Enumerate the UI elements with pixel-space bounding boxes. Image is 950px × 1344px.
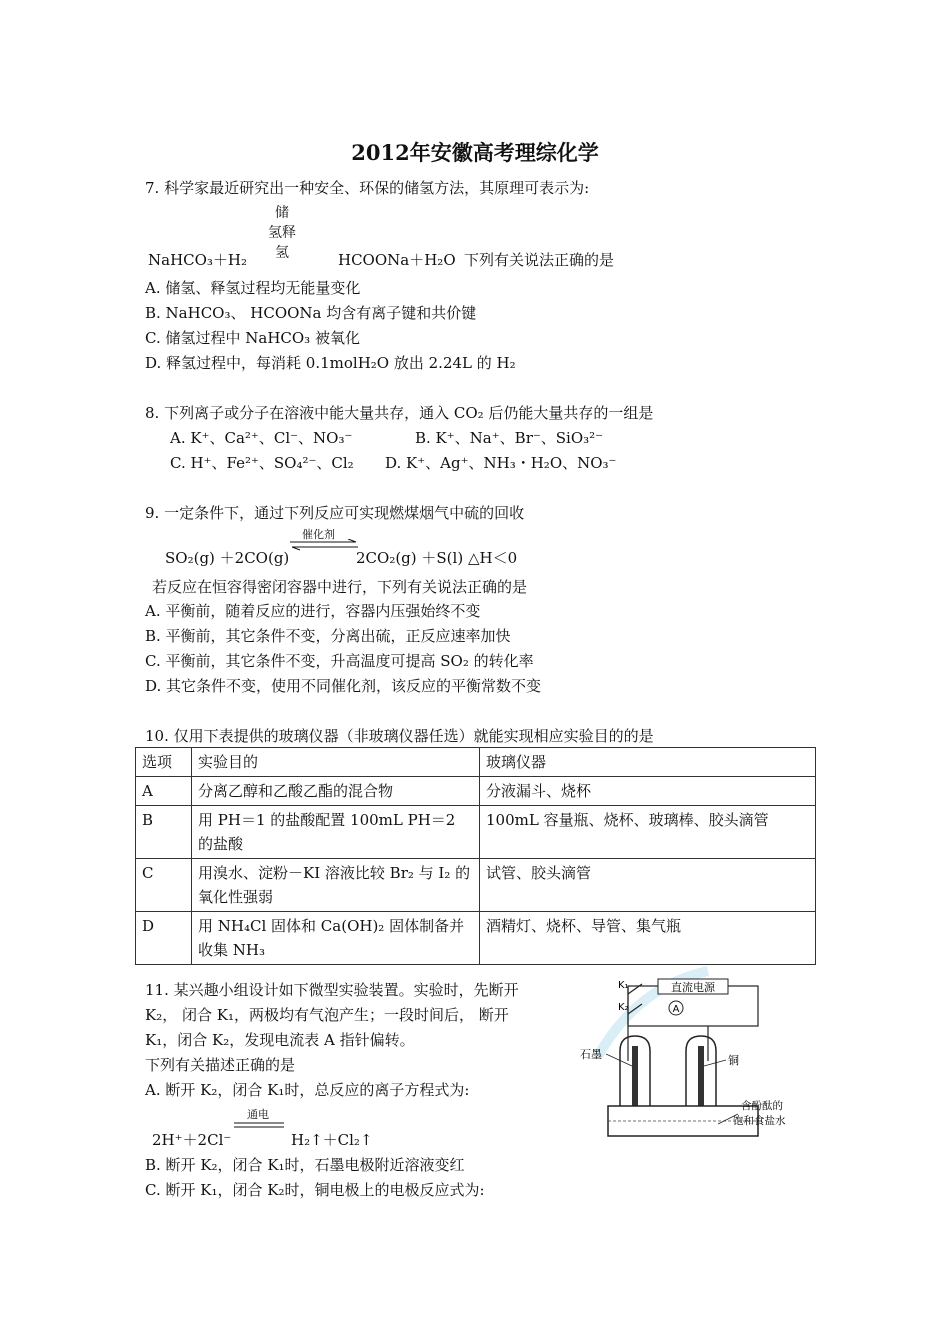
equals-arrow-icon bbox=[234, 1121, 284, 1129]
q9-option-c: C. 平衡前，其它条件不变，升高温度可提高 SO₂ 的转化率 bbox=[145, 652, 534, 670]
q7-left: NaHCO₃＋H₂ bbox=[148, 251, 248, 269]
table-cell: 用 NH₄Cl 固体和 Ca(OH)₂ 固体制备并收集 NH₃ bbox=[192, 912, 480, 965]
q7-option-a: A. 储氢、释氢过程均无能量变化 bbox=[145, 279, 361, 297]
table-header-row bbox=[136, 748, 816, 777]
q7-right: HCOONa＋H₂O bbox=[338, 251, 456, 269]
q9-catalyst: 催化剂 bbox=[302, 528, 335, 541]
electrolysis-apparatus-figure bbox=[578, 966, 818, 1141]
q8-option-a: A. K⁺、Ca²⁺、Cl⁻、NO₃⁻ bbox=[170, 429, 353, 447]
table-cell: A bbox=[136, 777, 192, 806]
q10-stem: 10. 仅用下表提供的玻璃仪器（非玻璃仪器任选）就能实现相应实验目的的是 bbox=[145, 727, 654, 745]
table-row bbox=[136, 777, 816, 806]
q11-option-a: A. 断开 K₂，闭合 K₁时，总反应的离子方程式为: bbox=[145, 1081, 470, 1099]
table-cell: 酒精灯、烧杯、导管、集气瓶 bbox=[480, 912, 816, 965]
graphite-label: 石墨 bbox=[580, 1048, 602, 1061]
q11-option-c: C. 断开 K₁，闭合 K₂时，铜电极上的电极反应式为: bbox=[145, 1181, 485, 1199]
q9-stem: 9. 一定条件下，通过下列反应可实现燃煤烟气中硫的回收 bbox=[145, 504, 525, 522]
solution-label-line2: 饱和食盐水 bbox=[733, 1115, 786, 1127]
q7-stem: 7. 科学家最近研究出一种安全、环保的储氢方法，其原理可表示为: bbox=[145, 179, 590, 197]
copper-label: 铜 bbox=[728, 1054, 739, 1067]
table-cell: 用溴水、淀粉－KI 溶液比较 Br₂ 与 I₂ 的氧化性强弱 bbox=[192, 859, 480, 912]
q11-stem-line1: 11. 某兴趣小组设计如下微型实验装置。实验时，先断开 bbox=[145, 981, 519, 999]
q11-condition: 通电 bbox=[247, 1108, 269, 1121]
q11-stem-line3: K₁，闭合 K₂，发现电流表 A 指针偏转。 bbox=[145, 1031, 415, 1049]
q11-eq-right: H₂↑＋Cl₂↑ bbox=[291, 1131, 373, 1149]
table-row bbox=[136, 806, 816, 859]
table-cell: 分离乙醇和乙酸乙酯的混合物 bbox=[192, 777, 480, 806]
table-cell: 用 PH＝1 的盐酸配置 100mL PH＝2 的盐酸 bbox=[192, 806, 480, 859]
equilibrium-arrow-icon bbox=[290, 539, 358, 553]
q7-arrow-mid: 氢释 bbox=[268, 225, 296, 241]
q7-arrow-label bbox=[268, 203, 296, 263]
q8-option-d: D. K⁺、Ag⁺、NH₃・H₂O、NO₃⁻ bbox=[385, 454, 617, 472]
table-cell: 100mL 容量瓶、烧杯、玻璃棒、胶头滴管 bbox=[480, 806, 816, 859]
q7-option-c: C. 储氢过程中 NaHCO₃ 被氧化 bbox=[145, 329, 360, 347]
table-cell: 分液漏斗、烧杯 bbox=[480, 777, 816, 806]
solution-label-line1: 含酚酞的 bbox=[741, 1100, 783, 1112]
q11-ask: 下列有关描述正确的是 bbox=[145, 1056, 296, 1074]
page-title: 2012年安徽高考理综化学 bbox=[351, 140, 599, 165]
q8-option-c: C. H⁺、Fe²⁺、SO₄²⁻、Cl₂ bbox=[170, 454, 354, 472]
q8-option-b: B. K⁺、Na⁺、Br⁻、SiO₃²⁻ bbox=[415, 429, 604, 447]
q11-option-b: B. 断开 K₂，闭合 K₁时，石墨电极附近溶液变红 bbox=[145, 1156, 465, 1174]
table-header-cell: 实验目的 bbox=[192, 748, 480, 777]
q9-right: 2CO₂(g) ＋S(l) △H＜0 bbox=[356, 549, 518, 567]
q11-stem-line2: K₂， 闭合 K₁，两极均有气泡产生；一段时间后， 断开 bbox=[145, 1006, 509, 1024]
q11-eq-left: 2H⁺＋2Cl⁻ bbox=[152, 1131, 232, 1149]
q7-ask: 下列有关说法正确的是 bbox=[464, 251, 615, 269]
table-row bbox=[136, 859, 816, 912]
k2-label: K₂ bbox=[618, 1002, 629, 1013]
table-cell: C bbox=[136, 859, 192, 912]
table-cell: D bbox=[136, 912, 192, 965]
q7-option-d: D. 释氢过程中，每消耗 0.1molH₂O 放出 2.24L 的 H₂ bbox=[145, 354, 516, 372]
q10-table bbox=[135, 747, 816, 965]
ammeter-label: A bbox=[672, 1004, 680, 1015]
q9-option-d: D. 其它条件不变，使用不同催化剂，该反应的平衡常数不变 bbox=[145, 677, 542, 695]
table-cell: 试管、胶头滴管 bbox=[480, 859, 816, 912]
q9-ask: 若反应在恒容得密闭容器中进行，下列有关说法正确的是 bbox=[152, 578, 528, 596]
table-row bbox=[136, 912, 816, 965]
q7-option-b: B. NaHCO₃、 HCOONa 均含有离子键和共价键 bbox=[145, 304, 477, 322]
q7-arrow-bottom: 氢 bbox=[275, 245, 289, 261]
k1-label: K₁ bbox=[618, 980, 629, 991]
power-label: 直流电源 bbox=[671, 981, 715, 994]
q7-arrow-top: 储 bbox=[275, 205, 289, 221]
q9-option-a: A. 平衡前，随着反应的进行，容器内压强始终不变 bbox=[145, 602, 481, 620]
table-cell: B bbox=[136, 806, 192, 859]
q9-option-b: B. 平衡前，其它条件不变，分离出硫，正反应速率加快 bbox=[145, 627, 511, 645]
table-header-cell: 玻璃仪器 bbox=[480, 748, 816, 777]
table-header-cell: 选项 bbox=[136, 748, 192, 777]
q9-left: SO₂(g) ＋2CO(g) bbox=[165, 549, 290, 567]
q8-stem: 8. 下列离子或分子在溶液中能大量共存，通入 CO₂ 后仍能大量共存的一组是 bbox=[145, 404, 654, 422]
